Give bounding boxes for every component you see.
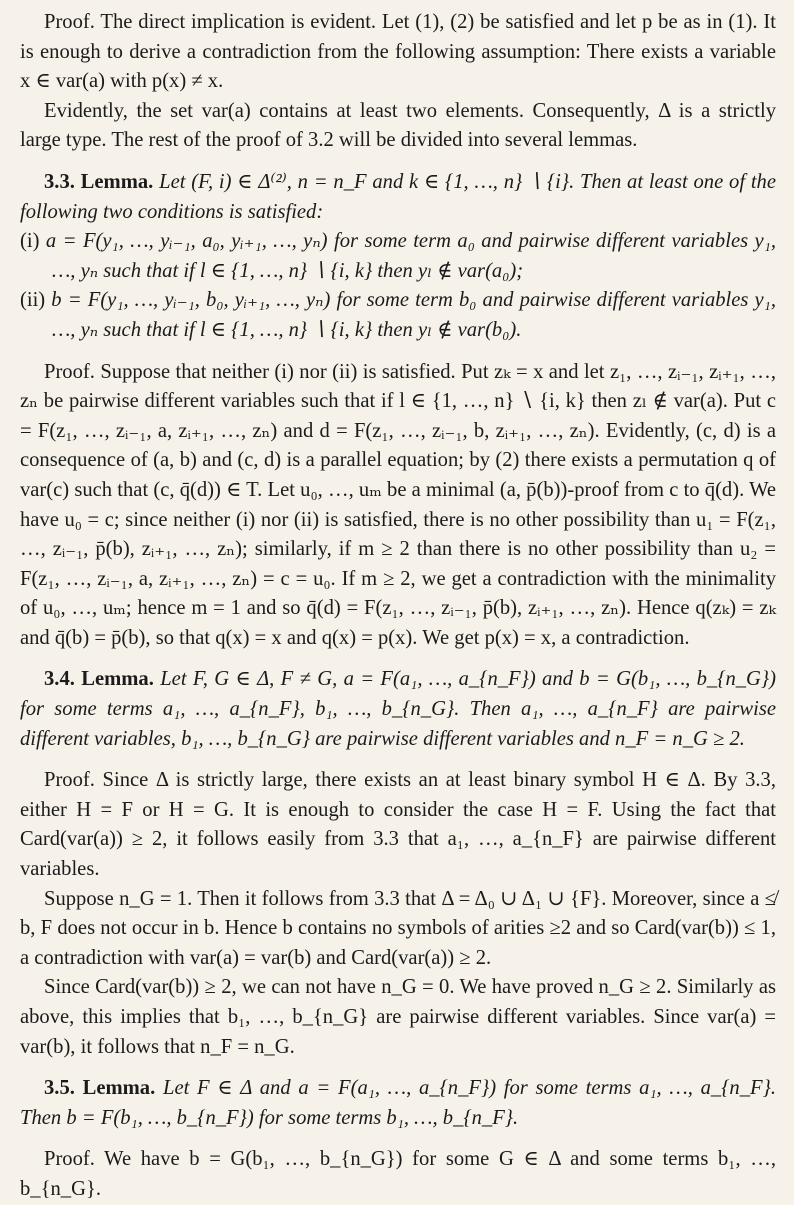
lemma-3-3	[20, 168, 776, 227]
proof-lemma-3-3: Proof. Suppose that neither (i) nor (ii) is satisfied. Put zₖ = x and let z₁, …, zᵢ₋₁, zᵢ₊₁, …, zₙ be pairwise different variables such that if l ∈ {1, …, n} ∖ {i, k} then zₗ ∉ var(a). Put c = F(z₁, …, zᵢ₋₁, a, zᵢ₊₁, …, zₙ) and d = F(z₁, …, zᵢ₋₁, b, zᵢ₊₁, …, zₙ). Evidently, (c, d) is a consequence of (a, b) and (c, d) is a parallel equation; by (2) there exists a permutation q of var(c) such that (c, q̄(d)) ∈ T. Let u₀, …, uₘ be a minimal (a, p̄(b))-proof from c to q̄(d). We have u₀ = c; since neither (i) nor (ii) is satisfied, there is no other possibility than u₁ = F(z₁, …, zᵢ₋₁, p̄(b), zᵢ₊₁, …, zₙ); similarly, if m ≥ 2 than there is no other possibility than u₂ = F(z₁, …, zᵢ₋₁, a, zᵢ₊₁, …, zₙ) = c = u₀. If m ≥ 2, we get a contradiction with the minimality of u₀, …, uₘ; hence m = 1 and so q̄(d) = F(z₁, …, zᵢ₋₁, p̄(b), zᵢ₊₁, …, zₙ). Hence q(zₖ) = zₖ and q̄(b) = p̄(b), so that q(x) = x and q(x) = p(x). We get p(x) = x, a contradiction.	[20, 360, 776, 649]
lemma-3-3-condition-i	[20, 227, 776, 286]
lemma-3-5-statement: Let F ∈ Δ and a = F(a₁, …, a_{n_F}) for some terms a₁, …, a_{n_F}. Then b = F(b₁, …, b_{n_F}) for some terms b₁, …, b_{n_F}.	[20, 1077, 776, 1129]
condition-ii-text: b = F(y₁, …, yᵢ₋₁, b₀, yᵢ₊₁, …, yₙ) for some term b₀ and pairwise different variables y₁, …, yₙ such that if l ∈ {1, …, n} ∖ {i, k} then yₗ ∉ var(b₀).	[51, 289, 776, 341]
lemma-3-3-statement: Let (F, i) ∈ Δ⁽²⁾, n = n_F and k ∈ {1, …, n} ∖ {i}. Then at least one of the following two conditions is satisfied:	[20, 170, 776, 223]
proof-lemma-3-5: Proof. We have b = G(b₁, …, b_{n_G}) for some G ∈ Δ and some terms b₁, …, b_{n_G}.	[20, 1148, 776, 1200]
condition-i-label: (i)	[20, 230, 40, 253]
proof-lemma-3-4-part-1: Proof. Since Δ is strictly large, there exists an at least binary symbol H ∈ Δ. By 3.3, either H = F or H = G. It is enough to consider the case H = F. Using the fact that Card(var(a)) ≥ 2, it follows easily from 3.3 that a₁, …, a_{n_F} are pairwise different variables.	[20, 769, 776, 881]
paragraph-strictly-large: Evidently, the set var(a) contains at least two elements. Consequently, Δ is a strictly large type. The rest of the proof of 3.2 will be divided into several lemmas.	[20, 99, 776, 152]
lemma-3-4-statement: Let F, G ∈ Δ, F ≠ G, a = F(a₁, …, a_{n_F}) and b = G(b₁, …, b_{n_G}) for some terms a₁, …, a_{n_F}, b₁, …, b_{n_G}. Then a₁, …, a_{n_F} are pairwise different variables, b₁, …, b_{n_G} are pairwise different variables and n_F = n_G ≥ 2.	[20, 668, 777, 750]
condition-ii-label: (ii)	[20, 289, 46, 312]
lemma-3-3-condition-ii	[20, 286, 776, 345]
lemma-3-3-heading: 3.3. Lemma.	[44, 170, 154, 193]
lemma-3-4	[20, 665, 776, 754]
condition-i-text: a = F(y₁, …, yᵢ₋₁, a₀, yᵢ₊₁, …, yₙ) for some term a₀ and pairwise different variables y₁, …, yₙ such that if l ∈ {1, …, n} ∖ {i, k} then yₗ ∉ var(a₀);	[45, 230, 776, 282]
lemma-3-4-heading: 3.4. Lemma.	[44, 668, 154, 691]
lemma-3-5	[20, 1074, 776, 1133]
proof-lemma-3-4-part-2: Suppose n_G = 1. Then it follows from 3.3 that Δ = Δ₀ ∪ Δ₁ ∪ {F}. Moreover, since a ≰ b, F does not occur in b. Hence b contains no symbols of arities ≥2 and so Card(var(b)) ≤ 1, a contradiction with var(a) = var(b) and Card(var(a)) ≥ 2.	[20, 887, 776, 969]
lemma-3-5-heading: 3.5. Lemma.	[44, 1077, 156, 1100]
proof-paragraph-intro: Proof. The direct implication is evident. Let (1), (2) be satisfied and let p be as in (1). It is enough to derive a contradiction from the following assumption: There exists a variable x ∈ var(a) with p(x) ≠ x.	[20, 11, 776, 93]
proof-lemma-3-4-part-3: Since Card(var(b)) ≥ 2, we can not have n_G = 0. We have proved n_G ≥ 2. Similarly as above, this implies that b₁, …, b_{n_G} are pairwise different variables. Since var(a) = var(b), it follows that n_F = n_G.	[20, 976, 776, 1058]
